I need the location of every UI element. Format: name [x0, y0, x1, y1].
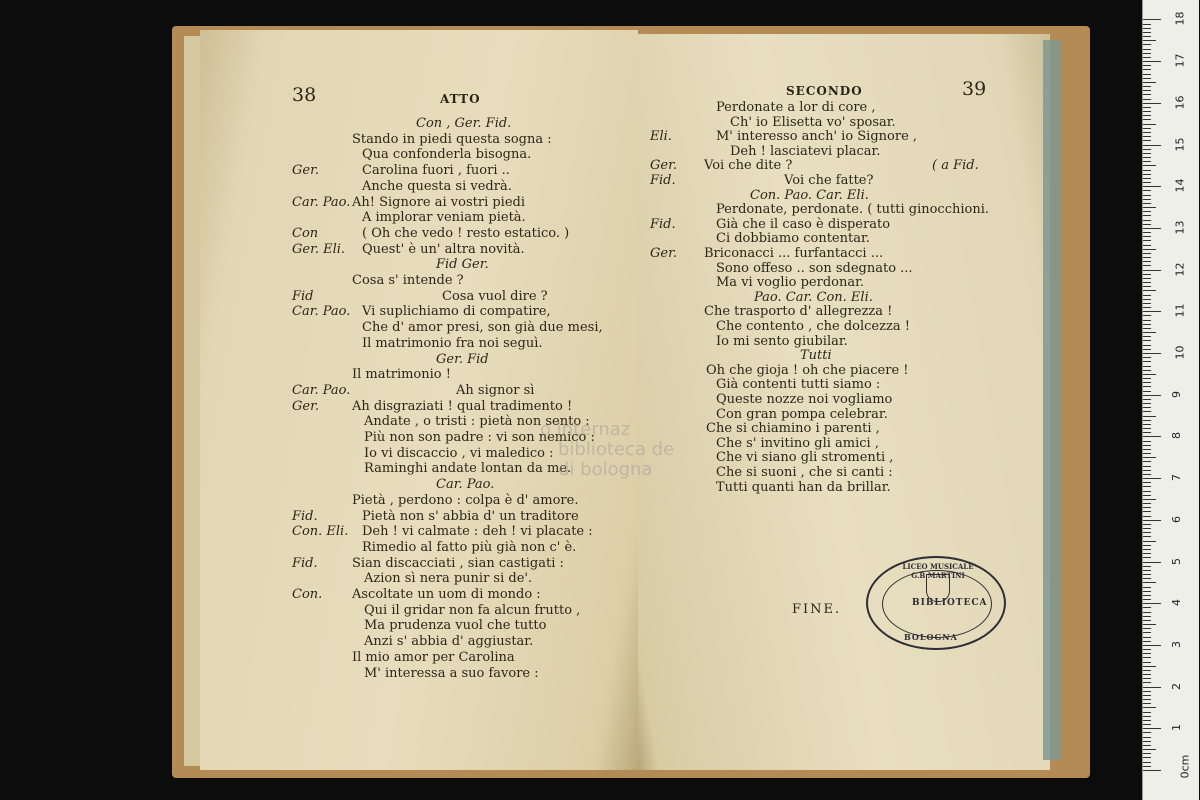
ruler-tick — [1143, 391, 1151, 392]
verse-line: Che si suoni , che si canti : — [716, 465, 893, 480]
ruler-tick — [1143, 607, 1151, 608]
stage-direction: ( a Fid. — [932, 158, 979, 174]
ruler-tick — [1143, 574, 1151, 575]
verse-line: Quest' è un' altra novità. — [362, 241, 525, 257]
ruler-number: 17 — [1173, 53, 1187, 68]
ruler-number: 4 — [1170, 599, 1183, 607]
character-heading: Pao. Car. Con. Eli. — [754, 289, 873, 305]
ruler-number: 8 — [1170, 432, 1183, 440]
ruler-tick — [1143, 374, 1156, 375]
ruler-tick — [1143, 307, 1151, 308]
ruler-number: 16 — [1173, 95, 1187, 110]
ruler-tick — [1143, 491, 1151, 492]
ruler-tick — [1143, 641, 1151, 642]
ruler-tick — [1143, 282, 1151, 283]
ruler-tick — [1143, 482, 1151, 483]
ruler-tick — [1143, 28, 1151, 29]
speaker-label: Ger. — [292, 398, 319, 414]
verse-line: Raminghi andate lontan da me. — [364, 461, 572, 477]
ruler-tick — [1143, 637, 1151, 638]
ruler-tick — [1143, 424, 1151, 425]
ruler-tick — [1143, 103, 1161, 104]
verse-line: Deh ! lasciatevi placar. — [730, 143, 881, 159]
ruler-tick — [1143, 24, 1151, 25]
verse-line: Ci dobbiamo contentar. — [716, 231, 870, 247]
ruler-tick — [1143, 578, 1151, 579]
verse-line: Voi che fatte? — [784, 173, 874, 188]
verse-line: Il matrimonio fra noi seguì. — [362, 335, 543, 351]
verse-line: Sian discacciati , sian castigati : — [352, 555, 564, 571]
ruler-tick — [1143, 19, 1161, 20]
ruler-tick — [1143, 745, 1151, 746]
speaker-label: Car. Pao. — [292, 304, 351, 320]
ruler-tick — [1143, 528, 1151, 529]
ruler-tick — [1143, 662, 1151, 663]
ruler-tick — [1143, 532, 1151, 533]
ruler-tick — [1143, 178, 1151, 179]
ruler-tick — [1143, 36, 1151, 37]
left-running-head: ATTO — [440, 92, 481, 106]
ruler-tick — [1143, 220, 1151, 221]
ruler-tick — [1143, 428, 1151, 429]
ruler-tick — [1143, 345, 1151, 346]
verse-line: Anche questa si vedrà. — [362, 178, 512, 194]
ruler-tick — [1143, 536, 1151, 537]
ruler-tick — [1143, 119, 1151, 120]
verse-line: Anzi s' abbia d' aggiustar. — [364, 634, 534, 650]
ruler-tick — [1143, 353, 1161, 354]
verse-line: M' interesso anch' io Signore , — [716, 129, 918, 145]
ruler-tick — [1143, 49, 1151, 50]
speaker-label: Fid. — [292, 508, 318, 524]
ruler-tick — [1143, 32, 1151, 33]
ruler-tick — [1143, 115, 1151, 116]
ruler-tick — [1143, 395, 1161, 396]
ruler-tick — [1143, 336, 1151, 337]
ruler-tick — [1143, 74, 1151, 75]
ruler-tick — [1143, 270, 1161, 271]
speaker-label: Fid. — [650, 173, 676, 188]
speaker-label: Car. Pao. — [292, 382, 351, 398]
ruler-tick — [1143, 157, 1151, 158]
ruler-tick — [1143, 207, 1156, 208]
ruler-tick — [1143, 724, 1151, 725]
stamp-bottom-text: BOLOGNA — [904, 632, 958, 642]
verse-line: Ma vi voglio perdonar. — [716, 275, 865, 291]
ruler-tick — [1143, 94, 1151, 95]
verse-line: Il matrimonio ! — [352, 367, 451, 383]
ruler-tick — [1143, 124, 1156, 125]
left-page-number: 38 — [292, 84, 317, 106]
ruler-tick — [1143, 228, 1161, 229]
watermark-line: biblioteca de — [558, 439, 675, 460]
ruler-tick — [1143, 603, 1161, 604]
ruler-tick — [1143, 65, 1151, 66]
ruler-number: 9 — [1170, 390, 1183, 398]
ruler-tick — [1143, 278, 1151, 279]
verse-line: Briconacci ... furfantacci ... — [704, 246, 884, 261]
ruler-tick — [1143, 624, 1156, 625]
verse-line: Ch' io Elisetta vo' sposar. — [730, 114, 896, 130]
ruler-tick — [1143, 253, 1151, 254]
fine-label: FINE. — [792, 602, 842, 617]
ruler-tick — [1143, 61, 1161, 62]
ruler-tick — [1143, 432, 1151, 433]
ruler-tick — [1143, 762, 1151, 763]
ruler-tick — [1143, 666, 1156, 667]
verse-line: Io vi discaccio , vi maledico : — [364, 445, 554, 461]
ruler-number: 3 — [1170, 640, 1183, 648]
ruler-tick — [1143, 315, 1151, 316]
ruler-tick — [1143, 553, 1151, 554]
stamp-center-text: BIBLIOTECA — [912, 598, 988, 608]
ruler-tick — [1143, 136, 1151, 137]
measuring-ruler — [1142, 0, 1199, 800]
verse-line: Che s' invitino gli amici , — [716, 435, 879, 451]
ruler-tick — [1143, 524, 1151, 525]
ruler-tick — [1143, 53, 1151, 54]
ruler-tick — [1143, 366, 1151, 367]
ruler-tick — [1143, 90, 1151, 91]
ruler-tick — [1143, 649, 1151, 650]
verse-line: A implorar veniam pietà. — [362, 210, 526, 226]
ruler-tick — [1143, 753, 1151, 754]
ruler-tick — [1143, 261, 1151, 262]
ruler-tick — [1143, 716, 1151, 717]
verse-line: Voi che dite ? — [704, 158, 793, 174]
ruler-tick — [1143, 457, 1156, 458]
ruler-tick — [1143, 562, 1161, 563]
ruler-unit-label: 0cm — [1178, 754, 1192, 779]
verse-line: Ascoltate un uom di mondo : — [352, 587, 541, 602]
ruler-tick — [1143, 587, 1151, 588]
speaker-label: Eli. — [650, 129, 672, 145]
ruler-number: 14 — [1173, 178, 1187, 193]
right-running-head: SECONDO — [786, 84, 863, 98]
verse-line: Perdonate a lor di core , — [716, 100, 876, 115]
ruler-tick — [1143, 382, 1151, 383]
verse-line: Più non son padre : vi son nemico : — [364, 430, 595, 445]
ruler-tick — [1143, 411, 1151, 412]
verse-line: ( Oh che vedo ! resto estatico. ) — [362, 225, 570, 241]
verse-line: Cosa s' intende ? — [352, 273, 464, 288]
ruler-number: 13 — [1173, 220, 1187, 235]
ruler-tick — [1143, 99, 1151, 100]
verse-line: Cosa vuol dire ? — [442, 288, 548, 304]
speaker-label: Fid. — [650, 216, 676, 232]
ruler-number: 15 — [1173, 137, 1187, 151]
ruler-tick — [1143, 616, 1151, 617]
verse-line: Ah signor sì — [456, 382, 535, 398]
ruler-tick — [1143, 232, 1151, 233]
character-heading: Con. Pao. Car. Eli. — [750, 187, 869, 203]
ruler-tick — [1143, 153, 1151, 154]
ruler-tick — [1143, 503, 1151, 504]
verse-line: Che vi siano gli stromenti , — [716, 450, 894, 466]
ruler-tick — [1143, 295, 1151, 296]
ruler-tick — [1143, 328, 1151, 329]
verse-line: Già che il caso è disperato — [716, 216, 891, 232]
ruler-tick — [1143, 632, 1151, 633]
ruler-tick — [1143, 595, 1151, 596]
verse-line: Tutti quanti han da brillar. — [716, 479, 891, 495]
ruler-tick — [1143, 211, 1151, 212]
character-heading: Ger. Fid — [436, 351, 489, 367]
ruler-number: 6 — [1170, 515, 1183, 523]
ruler-tick — [1143, 449, 1151, 450]
ruler-tick — [1143, 378, 1151, 379]
ruler-tick — [1143, 149, 1151, 150]
ruler-tick — [1143, 299, 1151, 300]
ruler-tick — [1143, 82, 1156, 83]
ruler-tick — [1143, 286, 1151, 287]
ruler-tick — [1143, 511, 1151, 512]
verse-line: Che trasporto d' allegrezza ! — [704, 304, 893, 320]
ruler-tick — [1143, 732, 1151, 733]
verse-line: Già contenti tutti siamo : — [716, 377, 881, 393]
ruler-tick — [1143, 766, 1151, 767]
ruler-tick — [1143, 582, 1156, 583]
ruler-tick — [1143, 699, 1151, 700]
speaker-label: Ger. — [650, 246, 677, 261]
ruler-tick — [1143, 445, 1151, 446]
ruler-tick — [1143, 57, 1151, 58]
verse-line: Io mi sento giubilar. — [716, 333, 848, 349]
speaker-label: Fid — [292, 288, 314, 304]
speaker-label: Con. — [292, 587, 323, 602]
verse-line: Oh che gioja ! oh che piacere ! — [706, 362, 909, 378]
ruler-tick — [1143, 474, 1151, 475]
speaker-label: Car. Pao. — [292, 194, 351, 210]
ruler-tick — [1143, 570, 1151, 571]
ruler-tick — [1143, 257, 1151, 258]
ruler-tick — [1143, 111, 1151, 112]
ruler-tick — [1143, 236, 1151, 237]
verse-line: Pietà , perdono : colpa è d' amore. — [352, 492, 579, 508]
ruler-tick — [1143, 361, 1151, 362]
ruler-tick — [1143, 416, 1156, 417]
ruler-tick — [1143, 516, 1151, 517]
ruler-tick — [1143, 290, 1156, 291]
ruler-tick — [1143, 69, 1151, 70]
ruler-tick — [1143, 186, 1161, 187]
ruler-number: 10 — [1173, 345, 1187, 360]
speaker-label: Ger. — [292, 163, 319, 179]
verse-line: Andate , o tristi : pietà non sento : — [364, 414, 590, 430]
ruler-number: 12 — [1173, 262, 1187, 277]
verse-line: Deh ! vi calmate : deh ! vi placate : — [362, 524, 593, 540]
watermark-line: di bologna — [558, 459, 653, 480]
ruler-number: 5 — [1170, 557, 1183, 565]
ruler-tick — [1143, 386, 1151, 387]
watermark-line: o internaz — [540, 419, 631, 440]
ruler-tick — [1143, 557, 1151, 558]
ruler-tick — [1143, 436, 1161, 437]
verse-line: Ah! Signore ai vostri piedi — [352, 194, 526, 210]
ruler-tick — [1143, 749, 1156, 750]
ruler-tick — [1143, 340, 1151, 341]
verse-line: Il mio amor per Carolina — [352, 649, 515, 665]
ruler-tick — [1143, 728, 1161, 729]
ruler-tick — [1143, 466, 1151, 467]
ruler-tick — [1143, 199, 1151, 200]
speaker-label: Ger. — [650, 158, 677, 174]
verse-line: Sono offeso .. son sdegnato ... — [716, 260, 913, 276]
ruler-tick — [1143, 495, 1151, 496]
ruler-tick — [1143, 682, 1151, 683]
watermark — [540, 420, 674, 480]
verse-line: Perdonate, perdonate. ( tutti ginocchioni. — [716, 202, 990, 218]
ruler-tick — [1143, 566, 1151, 567]
verse-line: Rimedio al fatto più già non c' è. — [362, 539, 577, 555]
ruler-tick — [1143, 78, 1151, 79]
ruler-tick — [1143, 320, 1151, 321]
ruler-tick — [1143, 370, 1151, 371]
ruler-tick — [1143, 674, 1151, 675]
ruler-tick — [1143, 545, 1151, 546]
ruler-tick — [1143, 190, 1151, 191]
ruler-tick — [1143, 599, 1151, 600]
ruler-tick — [1143, 441, 1151, 442]
verse-line: Che d' amor presi, son già due mesi, — [362, 320, 603, 336]
ruler-tick — [1143, 215, 1151, 216]
ruler-tick — [1143, 670, 1151, 671]
ruler-tick — [1143, 737, 1151, 738]
ruler-tick — [1143, 486, 1151, 487]
ruler-tick — [1143, 678, 1151, 679]
ruler-tick — [1143, 349, 1151, 350]
ruler-tick — [1143, 203, 1151, 204]
ruler-tick — [1143, 712, 1151, 713]
ruler-tick — [1143, 240, 1151, 241]
ruler-tick — [1143, 224, 1151, 225]
ruler-tick — [1143, 657, 1151, 658]
verse-line: Queste nozze noi vogliamo — [716, 392, 893, 407]
ruler-tick — [1143, 161, 1151, 162]
verse-line: Con gran pompa celebrar. — [716, 406, 888, 422]
ruler-tick — [1143, 40, 1156, 41]
ruler-tick — [1143, 612, 1151, 613]
ruler-tick — [1143, 720, 1151, 721]
speaker-label: Con. Eli. — [292, 524, 349, 540]
ruler-tick — [1143, 140, 1151, 141]
ruler-tick — [1143, 453, 1151, 454]
ruler-tick — [1143, 541, 1156, 542]
ruler-tick — [1143, 249, 1156, 250]
speaker-label: Con — [292, 225, 319, 241]
character-heading: Fid Ger. — [436, 257, 489, 273]
verse-line: M' interessa a suo favore : — [364, 665, 539, 681]
ruler-tick — [1143, 478, 1161, 479]
character-heading: Car. Pao. — [436, 477, 495, 493]
ruler-number: 18 — [1173, 11, 1187, 26]
ruler-tick — [1143, 507, 1151, 508]
verse-line: Che si chiamino i parenti , — [706, 421, 880, 437]
ruler-tick — [1143, 403, 1151, 404]
ruler-number: 2 — [1170, 682, 1183, 690]
ruler-tick — [1143, 461, 1151, 462]
ruler-tick — [1143, 757, 1151, 758]
ruler-tick — [1143, 357, 1151, 358]
character-heading: Tutti — [800, 348, 832, 364]
ruler-tick — [1143, 245, 1151, 246]
right-page-number: 39 — [962, 78, 987, 100]
ruler-tick — [1143, 549, 1151, 550]
verse-line: Qua confonderla bisogna. — [362, 147, 532, 163]
library-stamp — [866, 556, 1006, 650]
speaker-label: Ger. Eli. — [292, 241, 346, 257]
ruler-tick — [1143, 620, 1151, 621]
ruler-tick — [1143, 165, 1156, 166]
ruler-tick — [1143, 174, 1151, 175]
ruler-tick — [1143, 653, 1151, 654]
ruler-tick — [1143, 274, 1151, 275]
ruler-tick — [1143, 265, 1151, 266]
ruler-number: 7 — [1170, 474, 1183, 482]
blue-flyleaf — [1043, 40, 1061, 760]
ruler-tick — [1143, 324, 1151, 325]
verse-line: Ma prudenza vuol che tutto — [364, 618, 547, 634]
ruler-tick — [1143, 182, 1151, 183]
ruler-tick — [1143, 145, 1161, 146]
verse-line: Pietà non s' abbia d' un traditore — [362, 508, 579, 524]
character-heading: Con , Ger. Fid. — [416, 116, 512, 131]
ruler-tick — [1143, 44, 1151, 45]
ruler-tick — [1143, 128, 1151, 129]
verse-line: Carolina fuori , fuori .. — [362, 163, 510, 179]
ruler-tick — [1143, 399, 1151, 400]
ruler-tick — [1143, 107, 1151, 108]
ruler-tick — [1143, 332, 1156, 333]
ruler-tick — [1143, 170, 1151, 171]
speaker-label: Fid. — [292, 555, 318, 571]
ruler-tick — [1143, 132, 1151, 133]
ruler-tick — [1143, 691, 1151, 692]
ruler-tick — [1143, 420, 1151, 421]
ruler-tick — [1143, 707, 1156, 708]
ruler-tick — [1143, 303, 1151, 304]
ruler-tick — [1143, 770, 1161, 771]
ruler-tick — [1143, 645, 1161, 646]
verse-line: Qui il gridar non fa alcun frutto , — [364, 602, 581, 618]
ruler-tick — [1143, 703, 1151, 704]
ruler-tick — [1143, 311, 1161, 312]
ruler-tick — [1143, 591, 1151, 592]
stamp-ring-text: LICEO MUSICALE G.B.MARTINI — [902, 562, 974, 580]
ruler-tick — [1143, 86, 1151, 87]
verse-line: Che contento , che dolcezza ! — [716, 319, 910, 334]
verse-line: Ah disgraziati ! qual tradimento ! — [352, 398, 573, 414]
ruler-tick — [1143, 470, 1151, 471]
ruler-tick — [1143, 407, 1151, 408]
ruler-tick — [1143, 195, 1151, 196]
ruler-tick — [1143, 695, 1151, 696]
ruler-tick — [1143, 687, 1161, 688]
ruler-tick — [1143, 741, 1151, 742]
ruler-number: 1 — [1170, 724, 1183, 732]
ruler-tick — [1143, 520, 1161, 521]
verse-line: Vi suplichiamo di compatire, — [362, 304, 551, 320]
ruler-tick — [1143, 499, 1156, 500]
verse-line: Azion sì nera punir si de'. — [364, 571, 533, 587]
verse-line: Stando in piedi questa sogna : — [352, 131, 552, 147]
ruler-tick — [1143, 628, 1151, 629]
ruler-number: 11 — [1173, 303, 1187, 318]
